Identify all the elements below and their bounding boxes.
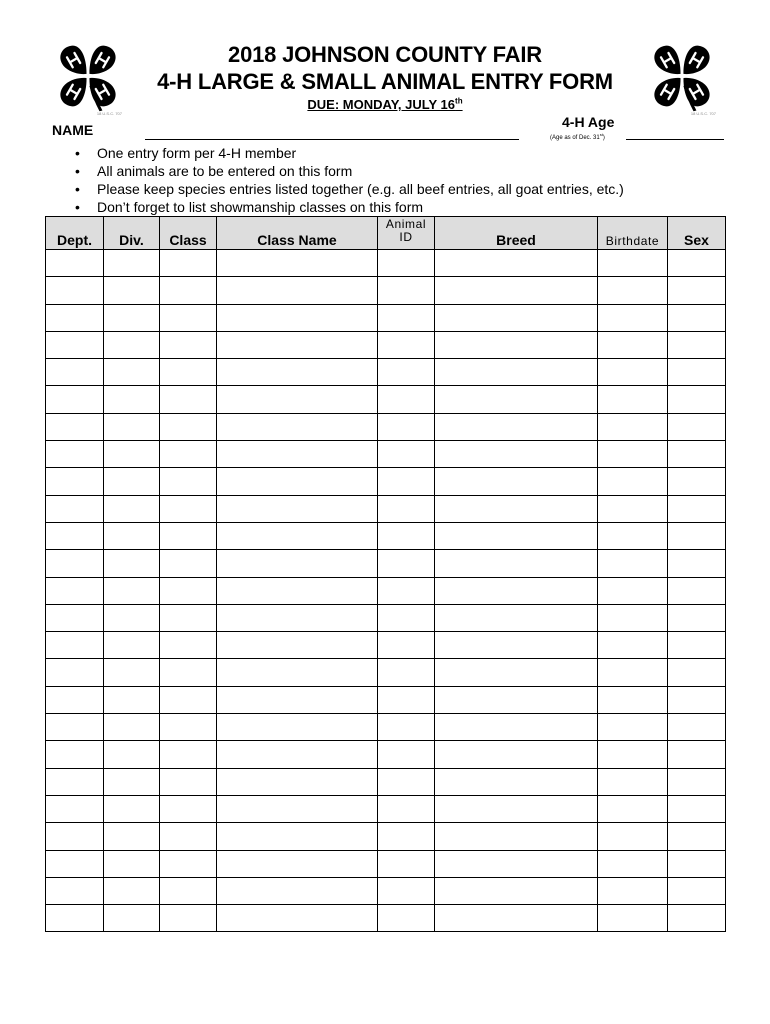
- cell-dept[interactable]: [46, 659, 104, 686]
- cell-class-name[interactable]: [217, 877, 378, 904]
- cell-class[interactable]: [160, 659, 217, 686]
- cell-div[interactable]: [104, 359, 160, 386]
- cell-breed[interactable]: [435, 386, 598, 413]
- cell-class[interactable]: [160, 577, 217, 604]
- cell-animal-id[interactable]: [378, 386, 435, 413]
- cell-animal-id[interactable]: [378, 359, 435, 386]
- table-row: [46, 741, 726, 768]
- cell-animal-id[interactable]: [378, 714, 435, 741]
- cell-sex[interactable]: [668, 413, 726, 440]
- cell-animal-id[interactable]: [378, 604, 435, 631]
- cell-breed[interactable]: [435, 522, 598, 549]
- cell-class[interactable]: [160, 768, 217, 795]
- instruction-item: • Please keep species entries listed together (e.g. all beef entries, all goat entries, etc.): [72, 180, 624, 198]
- cell-dept[interactable]: [46, 441, 104, 468]
- cell-class-name[interactable]: [217, 277, 378, 304]
- cell-dept[interactable]: [46, 359, 104, 386]
- cell-dept[interactable]: [46, 413, 104, 440]
- cell-class-name[interactable]: [217, 331, 378, 358]
- table-row: [46, 468, 726, 495]
- cell-animal-id[interactable]: [378, 850, 435, 877]
- column-header-div: Div.: [104, 217, 160, 250]
- table-row: [46, 659, 726, 686]
- cell-dept[interactable]: [46, 468, 104, 495]
- cell-class-name[interactable]: [217, 550, 378, 577]
- cell-class-name[interactable]: [217, 304, 378, 331]
- cell-birthdate[interactable]: [598, 331, 668, 358]
- cell-div[interactable]: [104, 604, 160, 631]
- name-field[interactable]: [145, 139, 519, 140]
- instruction-item: • Don’t forget to list showmanship classes on this form: [72, 198, 624, 216]
- cell-dept[interactable]: [46, 250, 104, 277]
- cell-class[interactable]: [160, 304, 217, 331]
- cell-class-name[interactable]: [217, 632, 378, 659]
- cell-breed[interactable]: [435, 250, 598, 277]
- cell-breed[interactable]: [435, 659, 598, 686]
- cell-breed[interactable]: [435, 468, 598, 495]
- cell-class-name[interactable]: [217, 823, 378, 850]
- column-header-breed: Breed: [435, 217, 598, 250]
- table-row: [46, 304, 726, 331]
- cell-birthdate[interactable]: [598, 632, 668, 659]
- table-row: [46, 495, 726, 522]
- cell-sex[interactable]: [668, 386, 726, 413]
- table-row: [46, 250, 726, 277]
- cell-animal-id[interactable]: [378, 550, 435, 577]
- cell-dept[interactable]: [46, 386, 104, 413]
- cell-breed[interactable]: [435, 850, 598, 877]
- cell-breed[interactable]: [435, 495, 598, 522]
- cell-sex[interactable]: [668, 714, 726, 741]
- cell-birthdate[interactable]: [598, 714, 668, 741]
- cell-div[interactable]: [104, 331, 160, 358]
- name-label: NAME: [52, 122, 94, 138]
- cell-dept[interactable]: [46, 795, 104, 822]
- cell-birthdate[interactable]: [598, 877, 668, 904]
- cell-div[interactable]: [104, 522, 160, 549]
- table-row: [46, 850, 726, 877]
- instruction-item: • All animals are to be entered on this form: [72, 162, 624, 180]
- table-row: [46, 441, 726, 468]
- cell-sex[interactable]: [668, 277, 726, 304]
- table-row: [46, 522, 726, 549]
- cell-breed[interactable]: [435, 823, 598, 850]
- table-row: [46, 413, 726, 440]
- cell-class-name[interactable]: [217, 522, 378, 549]
- cell-class-name[interactable]: [217, 250, 378, 277]
- cell-class[interactable]: [160, 250, 217, 277]
- table-row: [46, 686, 726, 713]
- cell-div[interactable]: [104, 250, 160, 277]
- cell-breed[interactable]: [435, 304, 598, 331]
- cell-class[interactable]: [160, 877, 217, 904]
- column-header-animal-id: Animal ID: [378, 217, 435, 250]
- cell-sex[interactable]: [668, 331, 726, 358]
- cell-div[interactable]: [104, 795, 160, 822]
- age-label: 4-H Age: [562, 114, 615, 130]
- cell-div[interactable]: [104, 577, 160, 604]
- cell-class[interactable]: [160, 823, 217, 850]
- cell-class-name[interactable]: [217, 386, 378, 413]
- cell-class[interactable]: [160, 277, 217, 304]
- cell-class[interactable]: [160, 441, 217, 468]
- cell-class[interactable]: [160, 522, 217, 549]
- table-row: [46, 905, 726, 932]
- due-date: [0, 97, 770, 112]
- cell-div[interactable]: [104, 905, 160, 932]
- table-row: [46, 359, 726, 386]
- cell-class[interactable]: [160, 632, 217, 659]
- cell-class-name[interactable]: [217, 441, 378, 468]
- cell-birthdate[interactable]: [598, 905, 668, 932]
- cell-div[interactable]: [104, 468, 160, 495]
- instructions-list: [72, 144, 624, 216]
- cell-sex[interactable]: [668, 823, 726, 850]
- cell-sex[interactable]: [668, 495, 726, 522]
- column-header-birthdate: Birthdate: [598, 217, 668, 250]
- cell-breed[interactable]: [435, 905, 598, 932]
- entry-table: [45, 216, 726, 932]
- cell-birthdate[interactable]: [598, 304, 668, 331]
- table-row: [46, 550, 726, 577]
- cell-dept[interactable]: [46, 632, 104, 659]
- cell-sex[interactable]: [668, 441, 726, 468]
- cell-animal-id[interactable]: [378, 768, 435, 795]
- cell-animal-id[interactable]: [378, 823, 435, 850]
- cell-class[interactable]: [160, 468, 217, 495]
- cell-animal-id[interactable]: [378, 659, 435, 686]
- cell-class[interactable]: [160, 741, 217, 768]
- cell-class[interactable]: [160, 850, 217, 877]
- cell-animal-id[interactable]: [378, 686, 435, 713]
- cell-birthdate[interactable]: [598, 686, 668, 713]
- cell-class-name[interactable]: [217, 468, 378, 495]
- cell-class-name[interactable]: [217, 604, 378, 631]
- cell-class-name[interactable]: [217, 577, 378, 604]
- cell-animal-id[interactable]: [378, 905, 435, 932]
- cell-div[interactable]: [104, 386, 160, 413]
- cell-sex[interactable]: [668, 659, 726, 686]
- cell-breed[interactable]: [435, 331, 598, 358]
- cell-div[interactable]: [104, 686, 160, 713]
- cell-dept[interactable]: [46, 577, 104, 604]
- cell-sex[interactable]: [668, 250, 726, 277]
- cell-birthdate[interactable]: [598, 850, 668, 877]
- cell-div[interactable]: [104, 741, 160, 768]
- cell-birthdate[interactable]: [598, 441, 668, 468]
- cell-dept[interactable]: [46, 604, 104, 631]
- cell-birthdate[interactable]: [598, 741, 668, 768]
- cell-dept[interactable]: [46, 686, 104, 713]
- cell-breed[interactable]: [435, 441, 598, 468]
- table-row: [46, 277, 726, 304]
- cell-animal-id[interactable]: [378, 741, 435, 768]
- cell-div[interactable]: [104, 304, 160, 331]
- cell-sex[interactable]: [668, 905, 726, 932]
- cell-birthdate[interactable]: [598, 522, 668, 549]
- cell-birthdate[interactable]: [598, 468, 668, 495]
- cell-animal-id[interactable]: [378, 468, 435, 495]
- cell-div[interactable]: [104, 277, 160, 304]
- cell-breed[interactable]: [435, 277, 598, 304]
- cell-sex[interactable]: [668, 577, 726, 604]
- cell-breed[interactable]: [435, 413, 598, 440]
- cell-dept[interactable]: [46, 277, 104, 304]
- cell-sex[interactable]: [668, 741, 726, 768]
- cell-animal-id[interactable]: [378, 495, 435, 522]
- table-body: [46, 250, 726, 932]
- cell-sex[interactable]: [668, 304, 726, 331]
- cell-div[interactable]: [104, 495, 160, 522]
- column-header-class-name: Class Name: [217, 217, 378, 250]
- cell-birthdate[interactable]: [598, 277, 668, 304]
- cell-class-name[interactable]: [217, 850, 378, 877]
- cell-dept[interactable]: [46, 714, 104, 741]
- cell-class[interactable]: [160, 386, 217, 413]
- cell-breed[interactable]: [435, 741, 598, 768]
- cell-dept[interactable]: [46, 522, 104, 549]
- cell-animal-id[interactable]: [378, 795, 435, 822]
- table-row: [46, 604, 726, 631]
- cell-class[interactable]: [160, 550, 217, 577]
- cell-dept[interactable]: [46, 741, 104, 768]
- cell-birthdate[interactable]: [598, 250, 668, 277]
- cell-class[interactable]: [160, 413, 217, 440]
- table-row: [46, 795, 726, 822]
- logo-mark-text: 18 U.S.C. 707: [690, 111, 716, 116]
- cell-birthdate[interactable]: [598, 386, 668, 413]
- cell-sex[interactable]: [668, 468, 726, 495]
- cell-dept[interactable]: [46, 550, 104, 577]
- form-title: 2018 JOHNSON COUNTY FAIR: [228, 42, 542, 67]
- cell-class-name[interactable]: [217, 741, 378, 768]
- cell-class-name[interactable]: [217, 413, 378, 440]
- cell-breed[interactable]: [435, 550, 598, 577]
- table-row: [46, 632, 726, 659]
- cell-dept[interactable]: [46, 823, 104, 850]
- cell-sex[interactable]: [668, 850, 726, 877]
- cell-class-name[interactable]: [217, 768, 378, 795]
- cell-div[interactable]: [104, 441, 160, 468]
- cell-breed[interactable]: [435, 768, 598, 795]
- cell-class[interactable]: [160, 604, 217, 631]
- cell-birthdate[interactable]: [598, 795, 668, 822]
- cell-class-name[interactable]: [217, 495, 378, 522]
- cell-div[interactable]: [104, 850, 160, 877]
- cell-animal-id[interactable]: [378, 277, 435, 304]
- cell-birthdate[interactable]: [598, 577, 668, 604]
- cell-div[interactable]: [104, 632, 160, 659]
- logo-mark-text: 18 U.S.C. 707: [96, 111, 122, 116]
- cell-class[interactable]: [160, 495, 217, 522]
- cell-breed[interactable]: [435, 795, 598, 822]
- cell-class[interactable]: [160, 905, 217, 932]
- cell-animal-id[interactable]: [378, 441, 435, 468]
- cell-animal-id[interactable]: [378, 331, 435, 358]
- cell-breed[interactable]: [435, 577, 598, 604]
- cell-sex[interactable]: [668, 359, 726, 386]
- cell-dept[interactable]: [46, 331, 104, 358]
- cell-sex[interactable]: [668, 550, 726, 577]
- cell-div[interactable]: [104, 768, 160, 795]
- column-header-sex: Sex: [668, 217, 726, 250]
- cell-animal-id[interactable]: [378, 522, 435, 549]
- table-row: [46, 768, 726, 795]
- cell-dept[interactable]: [46, 768, 104, 795]
- cell-sex[interactable]: [668, 686, 726, 713]
- cell-breed[interactable]: [435, 359, 598, 386]
- cell-sex[interactable]: [668, 604, 726, 631]
- cell-sex[interactable]: [668, 795, 726, 822]
- cell-animal-id[interactable]: [378, 632, 435, 659]
- cell-birthdate[interactable]: [598, 659, 668, 686]
- age-note: (Age as of Dec. 31st): [550, 132, 605, 141]
- cell-animal-id[interactable]: [378, 577, 435, 604]
- cell-sex[interactable]: [668, 768, 726, 795]
- instruction-item: • One entry form per 4-H member: [72, 144, 624, 162]
- cell-class[interactable]: [160, 795, 217, 822]
- cell-birthdate[interactable]: [598, 550, 668, 577]
- cell-animal-id[interactable]: [378, 304, 435, 331]
- cell-div[interactable]: [104, 550, 160, 577]
- table-row: [46, 823, 726, 850]
- table-row: [46, 714, 726, 741]
- cell-animal-id[interactable]: [378, 877, 435, 904]
- cell-dept[interactable]: [46, 850, 104, 877]
- cell-class[interactable]: [160, 686, 217, 713]
- cell-div[interactable]: [104, 877, 160, 904]
- cell-animal-id[interactable]: [378, 250, 435, 277]
- cell-birthdate[interactable]: [598, 413, 668, 440]
- cell-class[interactable]: [160, 359, 217, 386]
- cell-class-name[interactable]: [217, 795, 378, 822]
- cell-animal-id[interactable]: [378, 413, 435, 440]
- cell-div[interactable]: [104, 823, 160, 850]
- table-row: [46, 386, 726, 413]
- cell-birthdate[interactable]: [598, 604, 668, 631]
- cell-class[interactable]: [160, 714, 217, 741]
- cell-dept[interactable]: [46, 877, 104, 904]
- cell-sex[interactable]: [668, 522, 726, 549]
- table-header-row: [46, 217, 726, 250]
- cell-breed[interactable]: [435, 686, 598, 713]
- cell-breed[interactable]: [435, 632, 598, 659]
- age-field[interactable]: [626, 139, 724, 140]
- cell-birthdate[interactable]: [598, 823, 668, 850]
- cell-dept[interactable]: [46, 495, 104, 522]
- cell-sex[interactable]: [668, 632, 726, 659]
- cell-birthdate[interactable]: [598, 768, 668, 795]
- cell-sex[interactable]: [668, 877, 726, 904]
- cell-birthdate[interactable]: [598, 495, 668, 522]
- cell-class-name[interactable]: [217, 686, 378, 713]
- table-row: [46, 331, 726, 358]
- cell-dept[interactable]: [46, 304, 104, 331]
- cell-class-name[interactable]: [217, 714, 378, 741]
- cell-dept[interactable]: [46, 905, 104, 932]
- due-date-text: DUE: MONDAY, JULY 16th: [307, 97, 463, 113]
- table-row: [46, 577, 726, 604]
- cell-class-name[interactable]: [217, 905, 378, 932]
- cell-div[interactable]: [104, 413, 160, 440]
- cell-birthdate[interactable]: [598, 359, 668, 386]
- column-header-dept: Dept.: [46, 217, 104, 250]
- table-row: [46, 877, 726, 904]
- form-subtitle: 4-H LARGE & SMALL ANIMAL ENTRY FORM: [157, 69, 613, 94]
- cell-breed[interactable]: [435, 877, 598, 904]
- cell-breed[interactable]: [435, 714, 598, 741]
- column-header-class: Class: [160, 217, 217, 250]
- cell-class-name[interactable]: [217, 659, 378, 686]
- cell-class[interactable]: [160, 331, 217, 358]
- cell-div[interactable]: [104, 659, 160, 686]
- cell-class-name[interactable]: [217, 359, 378, 386]
- cell-div[interactable]: [104, 714, 160, 741]
- cell-breed[interactable]: [435, 604, 598, 631]
